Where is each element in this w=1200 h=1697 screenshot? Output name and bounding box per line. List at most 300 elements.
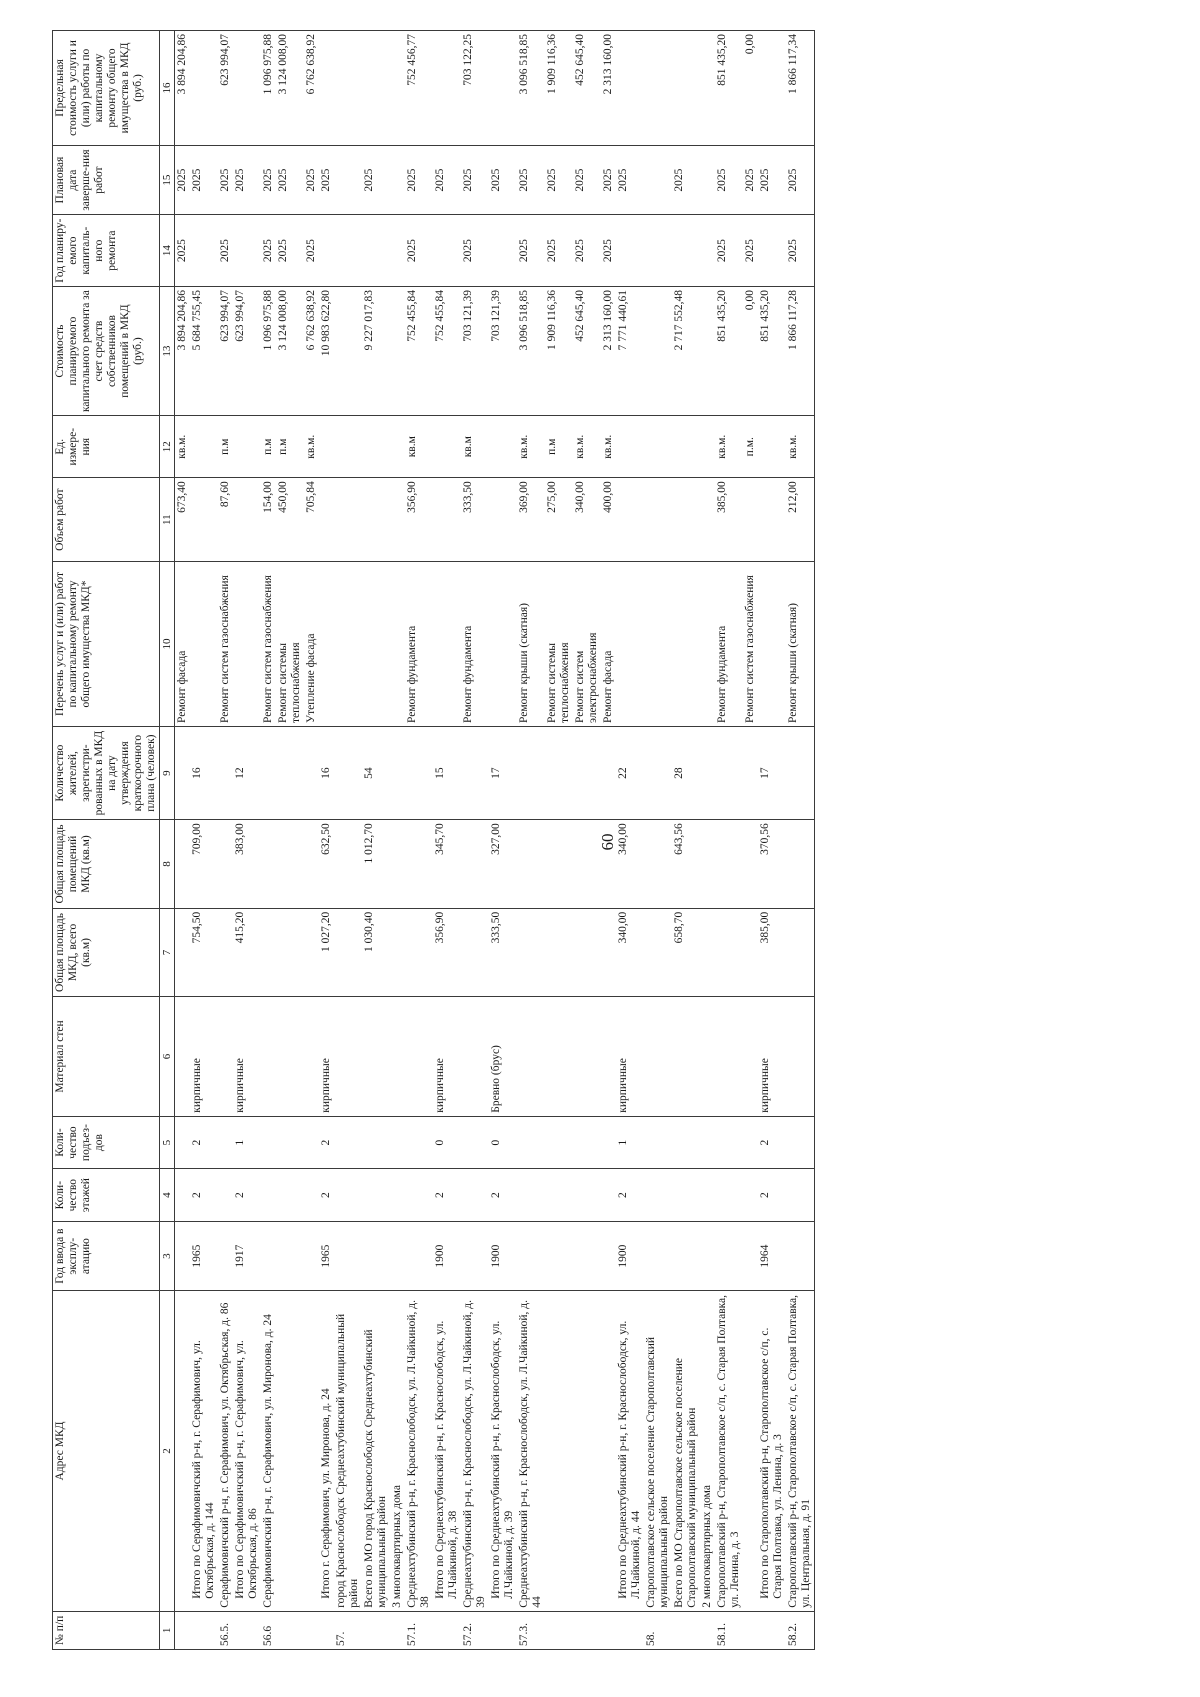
table-cell-col-15: 2025 — [276, 145, 304, 214]
table-cell-col-12 — [758, 416, 786, 478]
table-cell-col-12 — [672, 416, 700, 478]
table-cell-col-4 — [786, 1169, 815, 1222]
table-cell-col-4 — [743, 1169, 758, 1222]
table-cell-col-15: 2025 — [489, 145, 517, 214]
table-cell-col-14: 2025 — [573, 215, 601, 287]
table-cell-col-8 — [175, 820, 191, 908]
table-cell-col-12 — [233, 416, 261, 478]
table-cell-col-1: 58.1. — [715, 1611, 743, 1649]
table-row — [743, 31, 758, 1650]
table-cell-col-6 — [261, 997, 276, 1117]
table-cell-col-14: 2025 — [461, 215, 489, 287]
table-cell-col-1 — [758, 1611, 786, 1649]
table-cell-col-8: 709,00 — [190, 820, 218, 908]
table-cell-col-5 — [700, 1116, 715, 1169]
table-cell-col-15 — [644, 145, 672, 214]
table-cell-col-3 — [517, 1221, 545, 1290]
table-cell-col-7 — [390, 908, 405, 996]
table-cell-col-7 — [276, 908, 304, 996]
table-cell-col-16 — [758, 31, 786, 146]
table-cell-col-16: 1 866 117,34 — [786, 31, 815, 146]
column-number: 14 — [160, 215, 175, 287]
table-cell-col-12 — [390, 416, 405, 478]
table-cell-col-1 — [433, 1611, 461, 1649]
table-cell-col-6 — [517, 997, 545, 1117]
table-row — [489, 31, 517, 1650]
table-cell-col-1 — [319, 1611, 334, 1649]
table-cell-col-8 — [573, 820, 601, 908]
table-cell-col-5 — [261, 1116, 276, 1169]
table-cell-col-8 — [545, 820, 573, 908]
column-number: 13 — [160, 287, 175, 416]
table-cell-col-5 — [601, 1116, 616, 1169]
table-cell-col-14 — [700, 215, 715, 287]
table-cell-col-14 — [190, 215, 218, 287]
table-cell-col-7: 1 030,40 — [362, 908, 390, 996]
table-cell-col-10 — [700, 561, 715, 726]
table-row — [304, 31, 319, 1650]
table-cell-col-10: Утепление фасада — [304, 561, 319, 726]
table-cell-col-1: 56.5. — [218, 1611, 233, 1649]
table-cell-col-4: 2 — [190, 1169, 218, 1222]
table-cell-col-8: 340,00 — [616, 820, 644, 908]
table-cell-col-4 — [700, 1169, 715, 1222]
table-cell-col-2: 2 многоквартирных дома — [700, 1291, 715, 1611]
table-cell-col-13: 2 313 160,00 — [601, 287, 616, 416]
table-cell-col-14: 2025 — [405, 215, 433, 287]
table-cell-col-10 — [672, 561, 700, 726]
table-cell-col-6: Бревно (брус) — [489, 997, 517, 1117]
table-cell-col-11 — [758, 478, 786, 562]
table-body — [175, 31, 815, 1650]
table-cell-col-4 — [573, 1169, 601, 1222]
header-col-15: Плановая дата заверше-ния работ — [53, 145, 160, 214]
table-cell-col-8 — [276, 820, 304, 908]
table-cell-col-9 — [405, 726, 433, 819]
table-cell-col-11: 385,00 — [715, 478, 743, 562]
table-cell-col-2: Всего по МО город Краснослободск Среднеахтубинский муниципальный район — [362, 1291, 390, 1611]
table-cell-col-13: 851 435,20 — [715, 287, 743, 416]
table-cell-col-5 — [545, 1116, 573, 1169]
table-cell-col-6 — [786, 997, 815, 1117]
table-cell-col-7: 1 027,20 — [319, 908, 334, 996]
table-row — [601, 31, 616, 1650]
table-cell-col-1: 57. — [334, 1611, 362, 1649]
table-cell-col-14: 2025 — [175, 215, 191, 287]
table-cell-col-2: Итого г. Серафимович, ул. Миронова, д. 24 — [319, 1291, 334, 1611]
table-cell-col-7 — [261, 908, 276, 996]
table-cell-col-11: 154,00 — [261, 478, 276, 562]
table-cell-col-4 — [334, 1169, 362, 1222]
table-cell-col-11 — [334, 478, 362, 562]
header-col-13: Стоимость планируемого капитального ремонта за счет средств собственников помещений в МКД (руб.) — [53, 287, 160, 416]
table-cell-col-4 — [461, 1169, 489, 1222]
table-cell-col-10 — [233, 561, 261, 726]
table-row — [715, 31, 743, 1650]
table-cell-col-9 — [175, 726, 191, 819]
page-number: 60 — [598, 833, 617, 851]
table-cell-col-1 — [190, 1611, 218, 1649]
table-cell-col-2: 3 многоквартирных дома — [390, 1291, 405, 1611]
header-col-3: Год ввода в эксплу-атацию — [53, 1221, 160, 1290]
table-cell-col-6 — [218, 997, 233, 1117]
table-cell-col-7: 356,90 — [433, 908, 461, 996]
table-cell-col-13: 851 435,20 — [758, 287, 786, 416]
header-col-16: Предельная стоимость услуги и (или) работы по капитальному ремонту общего имущества в МКД (руб.) — [53, 31, 160, 146]
table-cell-col-14: 2025 — [218, 215, 233, 287]
table-cell-col-6 — [715, 997, 743, 1117]
table-cell-col-3 — [362, 1221, 390, 1290]
table-cell-col-1 — [276, 1611, 304, 1649]
header-col-1: № п/п — [53, 1611, 160, 1649]
table-cell-col-9 — [218, 726, 233, 819]
table-cell-col-1: 57.2. — [461, 1611, 489, 1649]
table-cell-col-11 — [700, 478, 715, 562]
table-cell-col-7 — [743, 908, 758, 996]
table-cell-col-2: Итого по Среднеахтубинский р-н, г. Краснослободск, ул. Л.Чайкиной, д. 44 — [616, 1291, 644, 1611]
table-cell-col-15 — [334, 145, 362, 214]
table-cell-col-9 — [334, 726, 362, 819]
table-cell-col-2: город Краснослободск Среднеахтубинский муниципальный район — [334, 1291, 362, 1611]
table-cell-col-6: кирпичные — [190, 997, 218, 1117]
table-cell-col-5 — [390, 1116, 405, 1169]
table-cell-col-8: 383,00 — [233, 820, 261, 908]
table-cell-col-9: 17 — [489, 726, 517, 819]
table-row — [218, 31, 233, 1650]
table-cell-col-1 — [616, 1611, 644, 1649]
table-row — [190, 31, 218, 1650]
table-cell-col-1 — [700, 1611, 715, 1649]
table-cell-col-13: 7 771 440,61 — [616, 287, 644, 416]
table-cell-col-5: 2 — [190, 1116, 218, 1169]
table-cell-col-9 — [390, 726, 405, 819]
table-cell-col-2: Старополтавский р-н, Старополтавское с/п, с. Старая Полтавка, ул. Центральная, д. 91 — [786, 1291, 815, 1611]
table-cell-col-16: 452 645,40 — [573, 31, 601, 146]
table-cell-col-15: 2025 — [433, 145, 461, 214]
table-cell-col-11 — [390, 478, 405, 562]
table-cell-col-16 — [334, 31, 362, 146]
table-cell-col-3 — [700, 1221, 715, 1290]
table-cell-col-16: 0,00 — [743, 31, 758, 146]
table-cell-col-8 — [601, 820, 616, 908]
table-cell-col-6 — [461, 997, 489, 1117]
table-cell-col-7 — [573, 908, 601, 996]
table-cell-col-1 — [233, 1611, 261, 1649]
table-cell-col-10 — [433, 561, 461, 726]
column-number: 7 — [160, 908, 175, 996]
table-cell-col-16 — [190, 31, 218, 146]
table-row — [545, 31, 573, 1650]
table-cell-col-2 — [573, 1291, 601, 1611]
table-cell-col-3 — [276, 1221, 304, 1290]
table-cell-col-6: кирпичные — [433, 997, 461, 1117]
table-cell-col-4 — [175, 1169, 191, 1222]
table-cell-col-7: 754,50 — [190, 908, 218, 996]
table-cell-col-15: 2025 — [362, 145, 390, 214]
table-cell-col-16 — [233, 31, 261, 146]
table-row — [461, 31, 489, 1650]
table-cell-col-3: 1917 — [233, 1221, 261, 1290]
table-cell-col-15: 2025 — [758, 145, 786, 214]
table-cell-col-8: 643,56 — [672, 820, 700, 908]
table-cell-col-2: Итого по Среднеахтубинский р-н, г. Краснослободск, ул. Л.Чайкиной, д. 39 — [489, 1291, 517, 1611]
table-cell-col-8 — [334, 820, 362, 908]
table-cell-col-9 — [644, 726, 672, 819]
table-row — [362, 31, 390, 1650]
table-cell-col-6 — [700, 997, 715, 1117]
table-cell-col-13: 10 983 622,80 — [319, 287, 334, 416]
table-cell-col-2: Старополтавское сельское поселение Старополтавский муниципальный район — [644, 1291, 672, 1611]
table-cell-col-1: 57.3. — [517, 1611, 545, 1649]
table-cell-col-3: 1964 — [758, 1221, 786, 1290]
table-cell-col-13: 1 866 117,28 — [786, 287, 815, 416]
table-cell-col-15: 2025 — [672, 145, 700, 214]
table-cell-col-16: 752 456,77 — [405, 31, 433, 146]
table-cell-col-8 — [715, 820, 743, 908]
table-cell-col-14: 2025 — [304, 215, 319, 287]
table-cell-col-14 — [644, 215, 672, 287]
table-cell-col-11 — [644, 478, 672, 562]
table-cell-col-9 — [700, 726, 715, 819]
table-cell-col-8: 632,50 — [319, 820, 334, 908]
table-cell-col-14: 2025 — [276, 215, 304, 287]
table-row — [261, 31, 276, 1650]
table-cell-col-5 — [786, 1116, 815, 1169]
table-cell-col-6 — [175, 997, 191, 1117]
table-cell-col-6 — [672, 997, 700, 1117]
table-cell-col-7 — [304, 908, 319, 996]
table-cell-col-8 — [517, 820, 545, 908]
table-cell-col-7 — [334, 908, 362, 996]
table-row — [334, 31, 362, 1650]
table-cell-col-2 — [601, 1291, 616, 1611]
table-cell-col-3 — [390, 1221, 405, 1290]
table-cell-col-15: 2025 — [616, 145, 644, 214]
table-cell-col-12: кв.м. — [304, 416, 319, 478]
table-cell-col-9: 16 — [190, 726, 218, 819]
column-number: 8 — [160, 820, 175, 908]
table-cell-col-12 — [433, 416, 461, 478]
table-cell-col-10: Ремонт системы теплоснабжения — [545, 561, 573, 726]
table-cell-col-4: 2 — [489, 1169, 517, 1222]
table-cell-col-2: Итого по Среднеахтубинский р-н, г. Краснослободск, ул. Л.Чайкиной, д. 38 — [433, 1291, 461, 1611]
table-cell-col-1 — [304, 1611, 319, 1649]
column-number: 1 — [160, 1611, 175, 1649]
table-cell-col-8 — [461, 820, 489, 908]
table-cell-col-9 — [743, 726, 758, 819]
table-cell-col-8: 345,70 — [433, 820, 461, 908]
header-col-10: Перечень услуг и (или) работ по капитальному ремонту общего имущества МКД* — [53, 561, 160, 726]
table-cell-col-10 — [334, 561, 362, 726]
table-cell-col-15: 2025 — [601, 145, 616, 214]
table-cell-col-16 — [616, 31, 644, 146]
table-cell-col-6 — [545, 997, 573, 1117]
table-cell-col-15: 2025 — [405, 145, 433, 214]
table-cell-col-12: кв.м. — [175, 416, 191, 478]
table-cell-col-9: 12 — [233, 726, 261, 819]
table-cell-col-2: Среднеахтубинский р-н, г. Краснослободск, ул. Л.Чайкиной, д. 39 — [461, 1291, 489, 1611]
table-cell-col-6: кирпичные — [758, 997, 786, 1117]
table-row — [573, 31, 601, 1650]
table-cell-col-14: 2025 — [545, 215, 573, 287]
header-col-2: Адрес МКД — [53, 1291, 160, 1611]
table-cell-col-10: Ремонт фундамента — [461, 561, 489, 726]
table-cell-col-4: 2 — [319, 1169, 334, 1222]
table-cell-col-5: 0 — [433, 1116, 461, 1169]
table-cell-col-12: кв.м — [405, 416, 433, 478]
table-cell-col-10 — [489, 561, 517, 726]
table-cell-col-1 — [545, 1611, 573, 1649]
table-cell-col-10: Ремонт крыши (скатная) — [517, 561, 545, 726]
table-cell-col-4 — [672, 1169, 700, 1222]
table-cell-col-9 — [601, 726, 616, 819]
table-cell-col-9 — [545, 726, 573, 819]
table-cell-col-12 — [489, 416, 517, 478]
table-cell-col-16 — [672, 31, 700, 146]
table-cell-col-16: 1 909 116,36 — [545, 31, 573, 146]
table-cell-col-7 — [700, 908, 715, 996]
table-cell-col-1: 58. — [644, 1611, 672, 1649]
table-cell-col-8: 370,56 — [758, 820, 786, 908]
table-cell-col-9 — [786, 726, 815, 819]
table-cell-col-1: 56.6 — [261, 1611, 276, 1649]
table-cell-col-15: 2025 — [261, 145, 276, 214]
table-cell-col-6 — [362, 997, 390, 1117]
table-cell-col-2: Серафимовичский р-н, г. Серафимович, ул. Миронова, д. 24 — [261, 1291, 276, 1611]
table-cell-col-14 — [233, 215, 261, 287]
table-cell-col-11 — [616, 478, 644, 562]
table-cell-col-15: 2025 — [573, 145, 601, 214]
table-cell-col-7 — [218, 908, 233, 996]
table-cell-col-15: 2025 — [786, 145, 815, 214]
table-cell-col-7: 385,00 — [758, 908, 786, 996]
table-row — [433, 31, 461, 1650]
table-cell-col-15: 2025 — [743, 145, 758, 214]
table-cell-col-9: 17 — [758, 726, 786, 819]
table-cell-col-4 — [218, 1169, 233, 1222]
table-cell-col-15: 2025 — [304, 145, 319, 214]
table-cell-col-10 — [758, 561, 786, 726]
table-cell-col-11: 673,40 — [175, 478, 191, 562]
table-cell-col-9 — [573, 726, 601, 819]
table-cell-col-9 — [715, 726, 743, 819]
table-cell-col-3 — [304, 1221, 319, 1290]
table-cell-col-3 — [261, 1221, 276, 1290]
table-cell-col-10: Ремонт систем электроснабжения — [573, 561, 601, 726]
table-cell-col-10 — [616, 561, 644, 726]
table-cell-col-10: Ремонт систем газоснабжения — [261, 561, 276, 726]
table-cell-col-10 — [390, 561, 405, 726]
table-cell-col-3 — [461, 1221, 489, 1290]
table-cell-col-4 — [601, 1169, 616, 1222]
table-cell-col-5: 1 — [616, 1116, 644, 1169]
table-cell-col-14: 2025 — [743, 215, 758, 287]
table-cell-col-13 — [700, 287, 715, 416]
table-cell-col-5 — [573, 1116, 601, 1169]
header-col-5: Коли-чество подъез-дов — [53, 1116, 160, 1169]
table-cell-col-4: 2 — [758, 1169, 786, 1222]
table-cell-col-2: Итого по Серафимовичский р-н, г. Серафимович, ул. Октябрьская, д. 86 — [233, 1291, 261, 1611]
table-cell-col-2: Среднеахтубинский р-н, г. Краснослободск, ул. Л.Чайкиной, д. 38 — [405, 1291, 433, 1611]
table-cell-col-3 — [601, 1221, 616, 1290]
table-cell-col-16 — [362, 31, 390, 146]
table-cell-col-13: 752 455,84 — [405, 287, 433, 416]
table-cell-col-16: 623 994,07 — [218, 31, 233, 146]
column-number: 11 — [160, 478, 175, 562]
table-cell-col-11: 356,90 — [405, 478, 433, 562]
table-cell-col-14 — [319, 215, 334, 287]
table-cell-col-12: кв.м. — [601, 416, 616, 478]
table-cell-col-13: 452 645,40 — [573, 287, 601, 416]
table-cell-col-5 — [517, 1116, 545, 1169]
table-cell-col-2: Старополтавский р-н, Старополтавское с/п, с. Старая Полтавка, ул. Ленина, д. 3 — [715, 1291, 743, 1611]
header-col-7: Общая площадь МКД, всего (кв.м) — [53, 908, 160, 996]
table-cell-col-9 — [261, 726, 276, 819]
table-cell-col-12: кв.м. — [786, 416, 815, 478]
table-cell-col-5 — [218, 1116, 233, 1169]
table-cell-col-1 — [489, 1611, 517, 1649]
table-cell-col-3: 1900 — [433, 1221, 461, 1290]
table-cell-col-3 — [644, 1221, 672, 1290]
table-cell-col-8 — [304, 820, 319, 908]
table-cell-col-13: 9 227 017,83 — [362, 287, 390, 416]
table-cell-col-15: 2025 — [175, 145, 191, 214]
table-cell-col-12 — [700, 416, 715, 478]
repair-plan-table — [52, 30, 815, 1650]
table-cell-col-1: 58.2. — [786, 1611, 815, 1649]
table-cell-col-7: 658,70 — [672, 908, 700, 996]
table-cell-col-13: 5 684 755,45 — [190, 287, 218, 416]
table-cell-col-11 — [319, 478, 334, 562]
table-cell-col-13 — [390, 287, 405, 416]
table-cell-col-3 — [218, 1221, 233, 1290]
table-cell-col-5 — [276, 1116, 304, 1169]
table-cell-col-15: 2025 — [190, 145, 218, 214]
table-row — [390, 31, 405, 1650]
table-cell-col-12 — [190, 416, 218, 478]
table-cell-col-16 — [390, 31, 405, 146]
table-cell-col-11 — [489, 478, 517, 562]
table-cell-col-7: 415,20 — [233, 908, 261, 996]
header-col-12: Ед. измере-ния — [53, 416, 160, 478]
table-cell-col-13: 3 096 518,85 — [517, 287, 545, 416]
column-number: 3 — [160, 1221, 175, 1290]
table-cell-col-4 — [362, 1169, 390, 1222]
table-cell-col-3 — [405, 1221, 433, 1290]
table-cell-col-13: 623 994,07 — [218, 287, 233, 416]
table-cell-col-6 — [390, 997, 405, 1117]
table-cell-col-7 — [644, 908, 672, 996]
table-cell-col-11 — [190, 478, 218, 562]
table-cell-col-1: 57.1. — [405, 1611, 433, 1649]
table-cell-col-1 — [672, 1611, 700, 1649]
table-cell-col-7: 340,00 — [616, 908, 644, 996]
header-row — [53, 31, 160, 1650]
table-cell-col-7 — [461, 908, 489, 996]
table-cell-col-6 — [405, 997, 433, 1117]
table-cell-col-3 — [175, 1221, 191, 1290]
table-cell-col-9: 22 — [616, 726, 644, 819]
column-number: 2 — [160, 1291, 175, 1611]
table-cell-col-2 — [304, 1291, 319, 1611]
table-row — [700, 31, 715, 1650]
table-cell-col-5 — [743, 1116, 758, 1169]
table-cell-col-2: Серафимовичский р-н, г. Серафимович, ул. Октябрьская, д. 86 — [218, 1291, 233, 1611]
table-cell-col-4: 2 — [433, 1169, 461, 1222]
table-row — [644, 31, 672, 1650]
table-cell-col-5 — [175, 1116, 191, 1169]
table-cell-col-14 — [362, 215, 390, 287]
